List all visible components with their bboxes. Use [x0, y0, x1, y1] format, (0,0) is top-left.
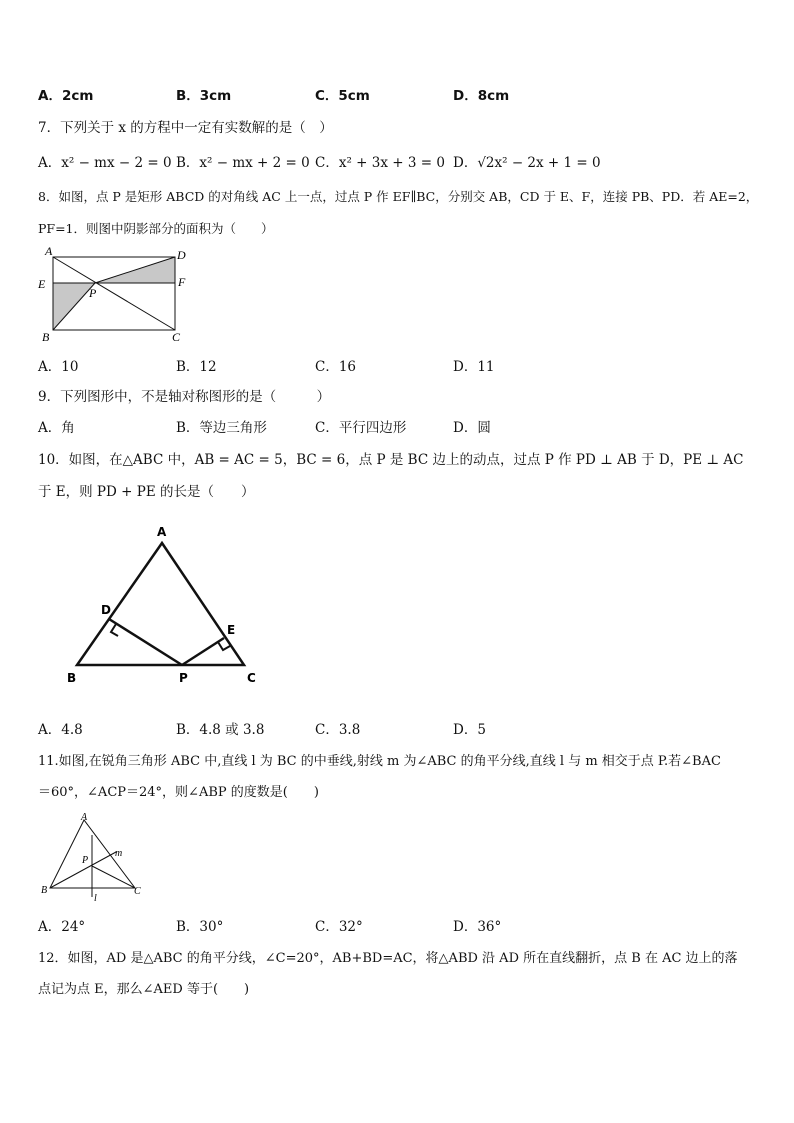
q10-option-a: A．4.8	[38, 722, 83, 738]
q10-label-d: D	[101, 603, 111, 617]
q10-option-b: B．4.8 或 3.8	[176, 722, 265, 738]
q8-stem-line1: 8．如图，点 P 是矩形 ABCD 的对角线 AC 上一点，过点 P 作 EF∥BC，分别交 AB，CD 于 E、F，连接 PB、PD．若 AE=2，	[38, 189, 759, 204]
q11-segment-pc	[92, 866, 135, 888]
q7-option-a: A．x² − mx − 2 = 0	[38, 155, 172, 171]
q6-option-a: A．2cm	[38, 88, 94, 104]
q8-label-p: P	[89, 286, 97, 300]
q12-stem-line1: 12．如图，AD 是△ABC 的角平分线，∠C=20°，AB+BD=AC，将△ABD 沿 AD 所在直线翻折，点 B 在 AC 边上的落	[38, 951, 738, 966]
q11-stem-line1: 11.如图,在锐角三角形 ABC 中,直线 l 为 BC 的中垂线,射线 m 为∠ABC 的角平分线,直线 l 与 m 相交于点 P.若∠BAC	[38, 754, 721, 769]
q9-option-c: C．平行四边形	[315, 420, 407, 436]
q10-option-c: C．3.8	[315, 722, 361, 738]
q8-label-b: B	[42, 330, 50, 344]
q8-label-d: D	[177, 248, 186, 262]
q9-option-a: A．角	[38, 420, 75, 436]
q7-stem: 7．下列关于 x 的方程中一定有实数解的是（ ）	[38, 120, 333, 136]
q11-label-c: C	[134, 886, 141, 897]
q12-stem-line2: 点记为点 E，那么∠AED 等于( )	[38, 982, 250, 997]
q10-label-p: P	[179, 671, 188, 685]
q11-label-p: P	[82, 855, 89, 866]
q6-option-d: D．8cm	[453, 88, 510, 104]
q8-label-f: F	[178, 275, 186, 289]
q11-label-a: A	[81, 812, 88, 823]
q10-label-e: E	[227, 623, 236, 637]
q11-label-l: l	[94, 893, 97, 904]
q10-label-c: C	[247, 671, 256, 685]
q8-label-c: C	[172, 330, 181, 344]
q8-option-b: B．12	[176, 359, 217, 375]
q11-option-c: C．32°	[315, 919, 363, 935]
q9-option-b: B．等边三角形	[176, 420, 267, 436]
q11-option-b: B．30°	[176, 919, 224, 935]
q9-option-d: D．圆	[453, 420, 491, 436]
q10-label-a: A	[157, 525, 167, 539]
q10-label-b: B	[67, 671, 77, 685]
q11-option-a: A．24°	[38, 919, 86, 935]
q10-stem-line2: 于 E，则 PD + PE 的长是（ ）	[38, 484, 255, 500]
q11-stem-line2: ＝60°，∠ACP＝24°，则∠ABP 的度数是( )	[38, 785, 319, 800]
q11-label-b: B	[41, 885, 48, 896]
q6-option-c: C．5cm	[315, 88, 370, 104]
q10-option-d: D．5	[453, 722, 486, 738]
q7-option-c: C．x² + 3x + 3 = 0	[315, 155, 445, 171]
q7-option-d: D．√2x² − 2x + 1 = 0	[453, 155, 601, 171]
q11-label-m: m	[115, 848, 123, 859]
q10-stem-line1: 10．如图，在△ABC 中，AB = AC = 5，BC = 6，点 P 是 BC 边上的动点，过点 P 作 PD ⊥ AB 于 D，PE ⊥ AC	[38, 452, 744, 468]
q8-label-e: E	[38, 277, 46, 291]
q9-stem: 9．下列图形中，不是轴对称图形的是（ ）	[38, 389, 331, 405]
q8-option-a: A．10	[38, 359, 79, 375]
q8-label-a: A	[45, 244, 53, 258]
q7-option-b: B．x² − mx + 2 = 0	[176, 155, 310, 171]
q8-option-d: D．11	[453, 359, 495, 375]
q8-option-c: C．16	[315, 359, 357, 375]
q11-option-d: D．36°	[453, 919, 502, 935]
q8-stem-line2: PF=1．则图中阴影部分的面积为（ ）	[38, 221, 274, 236]
q6-option-b: B．3cm	[176, 88, 232, 104]
